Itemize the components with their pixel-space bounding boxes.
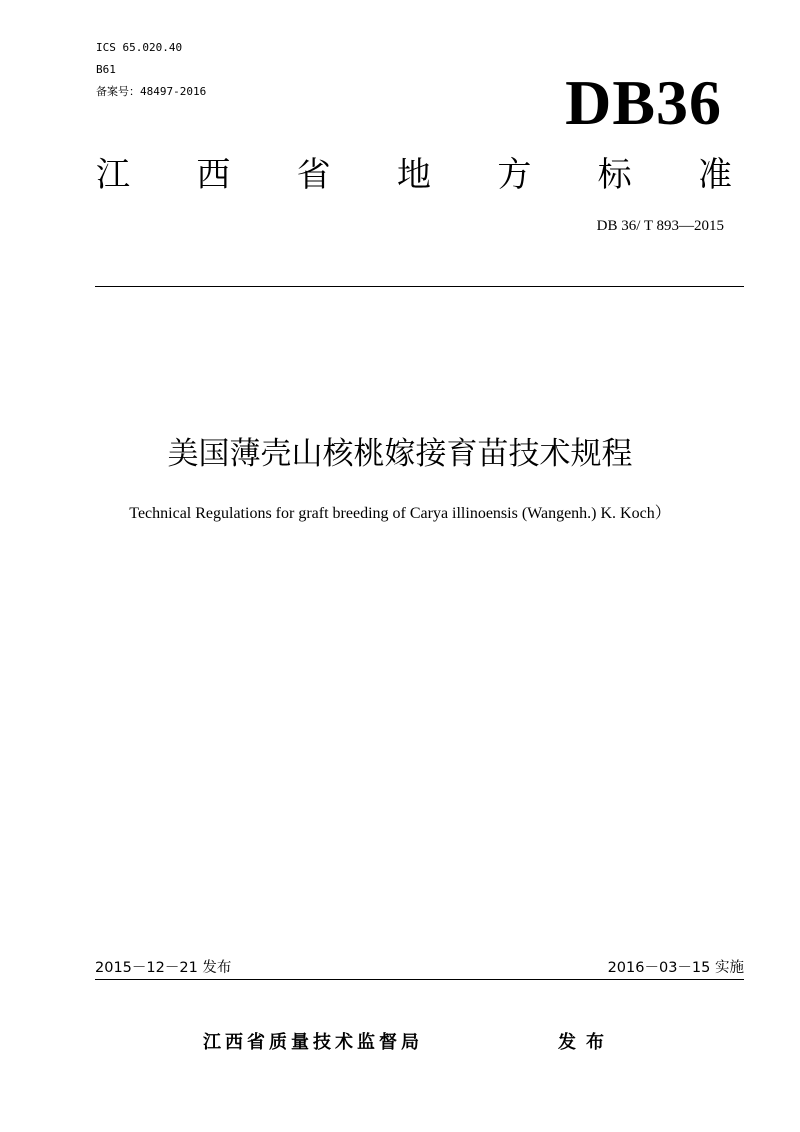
bottom-divider	[95, 979, 744, 980]
issuer-char: 方	[497, 155, 532, 195]
title-english: Technical Regulations for graft breeding of Carya illinoensis (Wangenh.) K. Koch）	[129, 505, 671, 522]
db-code: DB36	[565, 67, 722, 138]
publish-label: 发布	[558, 1032, 614, 1053]
issuer-char: 标	[597, 155, 632, 195]
ics-code: ICS 65.020.40	[96, 41, 183, 54]
issuer-char: 准	[697, 155, 732, 195]
issuer-char: 地	[396, 155, 431, 195]
issuer-char: 省	[296, 155, 331, 195]
issuer-char: 江	[96, 155, 130, 195]
issuer-char: 西	[196, 155, 231, 195]
top-divider	[95, 286, 744, 287]
issue-date: 2015－12－21 发布	[95, 960, 232, 976]
record-number: 备案号：48497-2016	[96, 85, 207, 98]
standard-number: DB 36/ T 893—2015	[596, 218, 724, 234]
publisher-name: 江西省质量技术监督局	[203, 1032, 423, 1053]
implement-date: 2016－03－15 实施	[607, 960, 744, 976]
title-chinese: 美国薄壳山核桃嫁接育苗技术规程	[167, 436, 633, 472]
ccs-code: B61	[96, 63, 116, 76]
issuer-heading	[96, 152, 732, 198]
